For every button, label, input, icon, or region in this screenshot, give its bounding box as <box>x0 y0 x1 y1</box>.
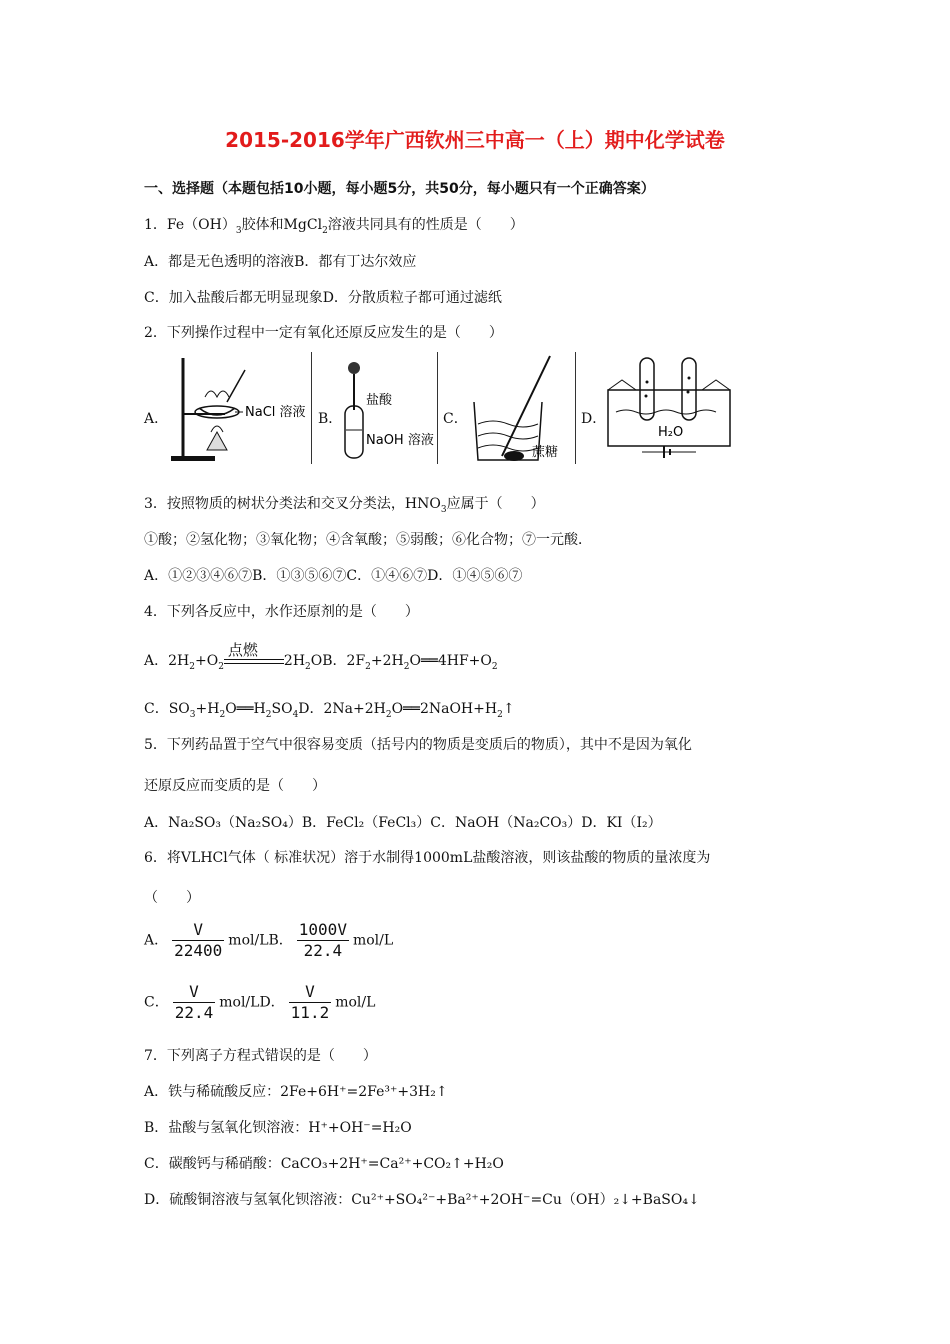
divider <box>311 352 312 464</box>
question-3-stem: 3．按照物质的树状分类法和交叉分类法，$HNO_3$应属于（ ） <box>144 496 545 515</box>
sugar-label: 蔗糖 <box>532 445 559 460</box>
fraction: $\frac{1000V}{22.4}$ <box>298 920 347 960</box>
fraction: $\frac{V}{11.2}$ <box>290 982 330 1022</box>
page-title: 2015-2016学年广西钦州三中高一（上）期中化学试卷 <box>225 128 725 152</box>
test-tube-figure <box>334 352 434 464</box>
section-heading: 一、选择题（本题包括10小题，每小题5分，共50分，每小题只有一个正确答案） <box>144 181 655 197</box>
question-7-option-c: C．碳酸钙与稀硝酸：CaCO₃+2H⁺=Ca²⁺+CO₂↑+H₂O <box>144 1156 504 1172</box>
naoh-label: NaOH 溶液 <box>366 433 434 448</box>
hcl-label: 盐酸 <box>366 393 393 408</box>
question-7-option-d: D．硫酸铜溶液与氢氧化钡溶液：Cu²⁺+SO₄²⁻+Ba²⁺+2OH⁻=Cu（OH）₂↓+BaSO₄↓ <box>144 1192 700 1208</box>
divider <box>575 352 576 464</box>
question-7-option-a: A．铁与稀硫酸反应：2Fe+6H⁺=2Fe³⁺+3H₂↑ <box>144 1084 448 1100</box>
evaporation-apparatus-figure <box>165 352 310 464</box>
beaker-figure <box>460 352 575 464</box>
question-6-options-cd: C． $\frac{V}{22.4}$ mol/LD． $\frac{V}{11.2}$ mol/L <box>144 982 376 1022</box>
fraction: $\frac{V}{22.4}$ <box>174 982 214 1022</box>
question-4-options-cd: C．$SO_3+H_2O══H_2SO_4D$．$2Na+2H_2O══2NaOH+H_2↑$ <box>144 701 515 720</box>
question-3-items: ①酸；②氢化物；③氧化物；④含氧酸；⑤弱酸；⑥化合物；⑦一元酸． <box>144 532 592 548</box>
question-6-line1: 6．将VLHCl气体（ 标准状况）溶于水制得1000mL盐酸溶液，则该盐酸的物质的量浓度为 <box>144 850 711 866</box>
question-5-line2: 还原反应而变质的是（ ） <box>144 778 326 794</box>
question-7-option-b: B．盐酸与氢氧化钡溶液：H⁺+OH⁻=H₂O <box>144 1120 412 1136</box>
question-2-stem: 2．下列操作过程中一定有氧化还原反应发生的是（ ） <box>144 325 503 341</box>
question-6-line2: （ ） <box>144 890 200 906</box>
electrolysis-figure <box>602 352 737 464</box>
option-b-label: B． <box>318 411 343 427</box>
question-1-options-cd: C．加入盐酸后都无明显现象D．分散质粒子都可通过滤纸 <box>144 290 502 306</box>
question-5-line1: 5．下列药品置于空气中很容易变质（括号内的物质是变质后的物质），其中不是因为氧化 <box>144 737 692 753</box>
divider <box>437 352 438 464</box>
question-4-options-ab: A．$2H_2+O_2$ 点燃 $2H_2OB$．$2F_2+2H_2O══4HF+O_2$ <box>144 641 498 672</box>
nacl-label: NaCl 溶液 <box>245 405 306 420</box>
option-d-label: D． <box>581 411 607 427</box>
question-4-stem: 4．下列各反应中，水作还原剂的是（ ） <box>144 604 419 620</box>
question-1-options-ab: A．都是无色透明的溶液B．都有丁达尔效应 <box>144 254 417 270</box>
question-5-options: A．Na₂SO₃（Na₂SO₄）B．FeCl₂（FeCl₃）C．NaOH（Na₂CO₃）D．KI（I₂） <box>144 815 662 831</box>
question-1-stem: 1．$Fe(OH)_3$胶体和MgCl$_2$溶液共同具有的性质是（ ） <box>144 217 524 236</box>
fraction: $\frac{V}{22400}$ <box>174 920 223 960</box>
water-label: H₂O <box>658 425 684 440</box>
option-a-label: A． <box>144 411 169 427</box>
question-6-options-ab: A． $\frac{V}{22400}$ mol/LB． $\frac{1000V}{22.4}$ mol/L <box>144 920 394 960</box>
question-3-options: A．①②③④⑥⑦B．①③⑤⑥⑦C．①④⑥⑦D．①④⑤⑥⑦ <box>144 568 523 584</box>
option-c-label: C． <box>443 411 468 427</box>
question-7-stem: 7．下列离子方程式错误的是（ ） <box>144 1048 377 1064</box>
